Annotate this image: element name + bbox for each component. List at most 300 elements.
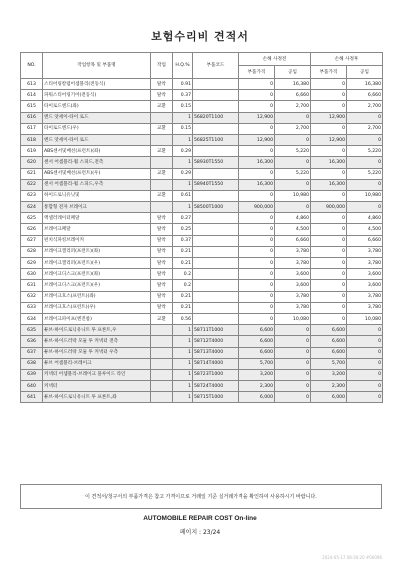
cell-no: 614 — [21, 90, 43, 101]
cell-no: 623 — [21, 190, 43, 201]
cell-p2: 2,300 — [311, 381, 347, 392]
cell-p1: 0 — [239, 235, 275, 246]
cell-p1: 0 — [239, 79, 275, 90]
cell-l2: 3,780 — [347, 258, 383, 269]
cell-l2: 3,600 — [347, 280, 383, 291]
cell-p2: 3,200 — [311, 369, 347, 380]
cell-l1: 6,660 — [275, 235, 311, 246]
cell-p1: 0 — [239, 302, 275, 313]
cell-l2: 6,660 — [347, 235, 383, 246]
cell-p1: 0 — [239, 258, 275, 269]
cell-p1: 0 — [239, 213, 275, 224]
table-row — [21, 213, 383, 224]
cell-l2: 3,780 — [347, 302, 383, 313]
print-stamp: 2024-05-17 08:30:20 #00096 — [322, 555, 382, 560]
cell-work: 교환 — [151, 313, 173, 324]
cell-work — [151, 157, 173, 168]
col-after-price-header: 부품가격 — [311, 66, 347, 79]
cell-name: 센서 어셈블리-휠 스피드,전측 — [43, 157, 151, 168]
cell-code — [193, 224, 239, 235]
cell-p1: 16,300 — [239, 179, 275, 190]
document-title: 보험수리비 견적서 — [151, 30, 249, 43]
table-row — [21, 347, 383, 358]
cell-name: 타이로드엔드(좌) — [43, 101, 151, 112]
cell-hq: 0.25 — [173, 224, 193, 235]
cell-l2: 16,380 — [347, 79, 383, 90]
table-row — [21, 302, 383, 313]
cell-no: 628 — [21, 246, 43, 257]
cell-name: 브레이크페달 — [43, 224, 151, 235]
cell-code — [193, 79, 239, 90]
cell-hq: 0.2 — [173, 269, 193, 280]
cell-p2: 0 — [311, 123, 347, 134]
cell-p2: 12,900 — [311, 112, 347, 123]
cell-no: 624 — [21, 202, 43, 213]
table-row — [21, 325, 383, 336]
col-work-header: 작업 — [151, 53, 173, 79]
cell-code — [193, 213, 239, 224]
cell-l2: 5,220 — [347, 168, 383, 179]
cell-hq: 1 — [173, 369, 193, 380]
cell-l2: 0 — [347, 369, 383, 380]
cell-p1: 6,000 — [239, 392, 275, 403]
cell-hq: 0.15 — [173, 123, 193, 134]
cell-name: 펀치식파킹브레이커 — [43, 235, 151, 246]
table-row — [21, 157, 383, 168]
cell-p1: 0 — [239, 190, 275, 201]
cell-p1: 0 — [239, 146, 275, 157]
cell-code: 58713T4000 — [193, 347, 239, 358]
cell-no: 637 — [21, 347, 43, 358]
cell-l1: 0 — [275, 112, 311, 123]
cell-p1: 0 — [239, 269, 275, 280]
cell-name: ABS센서및배선(프런트)(좌) — [43, 146, 151, 157]
cell-code: 58500T1000 — [193, 202, 239, 213]
col-code-header: 부품코드 — [193, 53, 239, 79]
cell-work: 탈착 — [151, 235, 173, 246]
cell-l1: 3,600 — [275, 269, 311, 280]
cell-p1: 0 — [239, 313, 275, 324]
cell-code — [193, 246, 239, 257]
cell-hq: 1 — [173, 381, 193, 392]
cell-code: 58724T4000 — [193, 381, 239, 392]
cell-p2: 0 — [311, 79, 347, 90]
cell-name: 하이드로닉유닛및 — [43, 190, 151, 201]
cell-code: 58715T1000 — [193, 392, 239, 403]
table-row — [21, 146, 383, 157]
cell-p1: 6,600 — [239, 325, 275, 336]
cell-code — [193, 313, 239, 324]
table-row — [21, 224, 383, 235]
price-notice: 이 견적서/청구서의 부품가격은 참고 가격이므로 거래일 기준 실거래가격을 확인하여 사용하시기 바랍니다. — [20, 484, 382, 509]
cell-hq: 0.29 — [173, 168, 193, 179]
cell-no: 634 — [21, 313, 43, 324]
cell-l2: 0 — [347, 347, 383, 358]
cell-name: 튜브-하이드로닉유니트 투 프론트,우 — [43, 325, 151, 336]
cell-l2: 0 — [347, 157, 383, 168]
cell-p2: 12,900 — [311, 134, 347, 145]
cell-no: 620 — [21, 157, 43, 168]
cell-l1: 3,780 — [275, 258, 311, 269]
cell-no: 616 — [21, 112, 43, 123]
cell-p2: 0 — [311, 101, 347, 112]
cell-work — [151, 325, 173, 336]
cell-work — [151, 369, 173, 380]
cell-hq: 0.21 — [173, 302, 193, 313]
cell-l2: 3,780 — [347, 246, 383, 257]
cell-l1: 0 — [275, 369, 311, 380]
cell-l1: 3,780 — [275, 291, 311, 302]
cell-code — [193, 235, 239, 246]
cell-no: 630 — [21, 269, 43, 280]
cell-l2: 3,780 — [347, 291, 383, 302]
cell-no: 633 — [21, 302, 43, 313]
cell-name: 브레이크디스크(프런트)(좌) — [43, 269, 151, 280]
cell-code — [193, 190, 239, 201]
cell-p2: 0 — [311, 246, 347, 257]
table-row — [21, 134, 383, 145]
cell-p2: 0 — [311, 146, 347, 157]
cell-p2: 6,600 — [311, 325, 347, 336]
cell-code — [193, 123, 239, 134]
cell-hq: 1 — [173, 134, 193, 145]
cell-no: 632 — [21, 291, 43, 302]
cell-code — [193, 291, 239, 302]
cell-name: 액셀러레이터페달 — [43, 213, 151, 224]
cell-l1: 0 — [275, 336, 311, 347]
cell-no: 626 — [21, 224, 43, 235]
table-row — [21, 291, 383, 302]
cell-code: 58940T1550 — [193, 179, 239, 190]
cell-no: 617 — [21, 123, 43, 134]
cell-l1: 6,660 — [275, 90, 311, 101]
cell-l2: 2,700 — [347, 101, 383, 112]
cell-work — [151, 392, 173, 403]
cell-l1: 16,380 — [275, 79, 311, 90]
cell-no: 636 — [21, 336, 43, 347]
col-after-labor-header: 공임 — [347, 66, 383, 79]
cell-p2: 0 — [311, 313, 347, 324]
table-row — [21, 190, 383, 201]
cell-work — [151, 134, 173, 145]
cell-code — [193, 302, 239, 313]
cell-p1: 6,600 — [239, 336, 275, 347]
cell-name: 브레이크파이프(엔진룸) — [43, 313, 151, 324]
cell-p2: 16,300 — [311, 179, 347, 190]
cell-name: 파워스티어링기어(전동식) — [43, 90, 151, 101]
cell-p2: 16,300 — [311, 157, 347, 168]
table-row — [21, 123, 383, 134]
cell-p1: 6,600 — [239, 347, 275, 358]
page-number: 페이지 : 23/24 — [179, 529, 221, 536]
cell-p1: 0 — [239, 246, 275, 257]
cell-hq: 1 — [173, 347, 193, 358]
cell-l1: 2,700 — [275, 123, 311, 134]
cell-l2: 0 — [347, 134, 383, 145]
table-row — [21, 79, 383, 90]
cell-no: 629 — [21, 258, 43, 269]
cell-work: 탈착 — [151, 269, 173, 280]
cell-l1: 10,980 — [275, 190, 311, 201]
cell-hq: 0.29 — [173, 146, 193, 157]
cell-work: 교환 — [151, 101, 173, 112]
cell-p1: 2,300 — [239, 381, 275, 392]
cell-hq: 0.15 — [173, 101, 193, 112]
cell-p1: 16,300 — [239, 157, 275, 168]
cell-p2: 0 — [311, 291, 347, 302]
cell-l2: 0 — [347, 358, 383, 369]
cell-l2: 0 — [347, 112, 383, 123]
cell-p2: 900,000 — [311, 202, 347, 213]
table-row — [21, 179, 383, 190]
cell-l1: 0 — [275, 134, 311, 145]
cell-p2: 0 — [311, 280, 347, 291]
cell-p2: 0 — [311, 302, 347, 313]
table-row — [21, 336, 383, 347]
cell-l1: 2,700 — [275, 101, 311, 112]
cell-code: 56825T1100 — [193, 134, 239, 145]
cell-p2: 0 — [311, 90, 347, 101]
col-before-header: 손해 사정전 — [239, 53, 311, 66]
cell-p1: 3,200 — [239, 369, 275, 380]
cell-code: 58930T1550 — [193, 157, 239, 168]
col-after-header: 손해 사정후 — [311, 53, 383, 66]
cell-hq: 1 — [173, 112, 193, 123]
cell-hq: 1 — [173, 392, 193, 403]
cell-l2: 0 — [347, 202, 383, 213]
cell-l2: 0 — [347, 392, 383, 403]
table-row — [21, 369, 383, 380]
cell-hq: 1 — [173, 325, 193, 336]
cell-l1: 0 — [275, 381, 311, 392]
cell-l1: 3,780 — [275, 302, 311, 313]
cell-l1: 5,220 — [275, 168, 311, 179]
cell-hq: 0.21 — [173, 258, 193, 269]
cell-name: 엔드 앗세이-타이 로드 — [43, 134, 151, 145]
cell-p1: 0 — [239, 280, 275, 291]
cell-p2: 0 — [311, 269, 347, 280]
cell-name: 브레이크호스(프런트)(좌) — [43, 291, 151, 302]
table-row — [21, 112, 383, 123]
table-row — [21, 313, 383, 324]
cell-code — [193, 269, 239, 280]
cell-work: 탈착 — [151, 246, 173, 257]
cell-l2: 5,220 — [347, 146, 383, 157]
cell-p2: 0 — [311, 224, 347, 235]
table-row — [21, 280, 383, 291]
cell-l1: 4,860 — [275, 213, 311, 224]
cell-name: 브레이크캘리퍼(프런트)(우) — [43, 258, 151, 269]
cell-l2: 4,500 — [347, 224, 383, 235]
cell-no: 619 — [21, 146, 43, 157]
cell-code — [193, 146, 239, 157]
cell-l1: 0 — [275, 325, 311, 336]
cell-code: 58714T4000 — [193, 358, 239, 369]
estimate-table — [20, 52, 383, 403]
cell-work: 탈착 — [151, 291, 173, 302]
cell-p1: 12,900 — [239, 112, 275, 123]
cell-code — [193, 90, 239, 101]
cell-no: 627 — [21, 235, 43, 246]
cell-name: 통합형 전자 브레이크 — [43, 202, 151, 213]
cell-hq: 1 — [173, 336, 193, 347]
cell-no: 621 — [21, 168, 43, 179]
cell-p2: 0 — [311, 258, 347, 269]
cell-name: 센서 어셈블리-휠 스피드,우측 — [43, 179, 151, 190]
cell-name: 브레이크호스(프런트)(우) — [43, 302, 151, 313]
cell-name: 타이로드엔드(우) — [43, 123, 151, 134]
table-row — [21, 235, 383, 246]
cell-l1: 0 — [275, 179, 311, 190]
footer-brand: AUTOMOBILE REPAIR COST On-line — [143, 515, 257, 522]
cell-l1: 0 — [275, 347, 311, 358]
cell-no: 615 — [21, 101, 43, 112]
table-row — [21, 269, 383, 280]
cell-l2: 10,980 — [347, 190, 383, 201]
cell-p2: 0 — [311, 213, 347, 224]
cell-l1: 0 — [275, 358, 311, 369]
cell-p2: 6,000 — [311, 392, 347, 403]
cell-p2: 5,700 — [311, 358, 347, 369]
cell-p1: 0 — [239, 123, 275, 134]
cell-name: 커넥터 어셈블리-브레이크 플루이드 라인 — [43, 369, 151, 380]
table-row — [21, 90, 383, 101]
cell-no: 631 — [21, 280, 43, 291]
cell-name: 튜브-하이드러락 모듈 투 커넥터 전측 — [43, 336, 151, 347]
cell-l2: 10,080 — [347, 313, 383, 324]
cell-p2: 0 — [311, 235, 347, 246]
table-body — [21, 79, 383, 403]
col-before-price-header: 부품가격 — [239, 66, 275, 79]
cell-no: 622 — [21, 179, 43, 190]
cell-hq: 0.21 — [173, 246, 193, 257]
cell-l2: 3,600 — [347, 269, 383, 280]
cell-no: 618 — [21, 134, 43, 145]
cell-code — [193, 258, 239, 269]
cell-l2: 0 — [347, 179, 383, 190]
cell-p2: 6,600 — [311, 336, 347, 347]
cell-code — [193, 101, 239, 112]
cell-name: 튜브-하이드러락 모듈 투 커넥터 우측 — [43, 347, 151, 358]
col-name-header: 작업항목 및 부품명 — [43, 53, 151, 79]
cell-p1: 900,000 — [239, 202, 275, 213]
cell-l1: 5,220 — [275, 146, 311, 157]
cell-name: 튜브 어셈블리-브레이크 — [43, 358, 151, 369]
cell-work: 교환 — [151, 146, 173, 157]
cell-hq: 1 — [173, 358, 193, 369]
cell-work: 탈착 — [151, 258, 173, 269]
cell-p1: 12,900 — [239, 134, 275, 145]
cell-work: 교환 — [151, 190, 173, 201]
cell-name: ABS센서및배선(프런트)(우) — [43, 168, 151, 179]
cell-name: 엔드 앗세이-타이 로드 — [43, 112, 151, 123]
cell-l1: 0 — [275, 392, 311, 403]
cell-no: 625 — [21, 213, 43, 224]
cell-l2: 2,700 — [347, 123, 383, 134]
cell-hq: 1 — [173, 157, 193, 168]
cell-p1: 0 — [239, 101, 275, 112]
cell-l1: 10,080 — [275, 313, 311, 324]
cell-hq: 0.37 — [173, 90, 193, 101]
cell-work: 탈착 — [151, 302, 173, 313]
cell-hq: 0.27 — [173, 213, 193, 224]
cell-name: 스티어링칼럼어셈블리(전동식) — [43, 79, 151, 90]
table-row — [21, 246, 383, 257]
cell-work: 탈착 — [151, 79, 173, 90]
cell-p1: 5,700 — [239, 358, 275, 369]
cell-work — [151, 347, 173, 358]
table-row — [21, 168, 383, 179]
cell-l2: 0 — [347, 381, 383, 392]
cell-work — [151, 336, 173, 347]
cell-l1: 3,600 — [275, 280, 311, 291]
table-row — [21, 202, 383, 213]
cell-name: 브레이크캘리퍼(프런트)(좌) — [43, 246, 151, 257]
cell-p1: 0 — [239, 168, 275, 179]
cell-work — [151, 202, 173, 213]
cell-work: 교환 — [151, 123, 173, 134]
cell-hq: 0.61 — [173, 190, 193, 201]
cell-code — [193, 168, 239, 179]
cell-l1: 0 — [275, 157, 311, 168]
cell-hq: 0.2 — [173, 280, 193, 291]
cell-l2: 6,660 — [347, 90, 383, 101]
cell-p1: 0 — [239, 224, 275, 235]
cell-p2: 0 — [311, 168, 347, 179]
cell-hq: 0.91 — [173, 79, 193, 90]
cell-hq: 0.21 — [173, 291, 193, 302]
cell-l2: 4,860 — [347, 213, 383, 224]
cell-p2: 0 — [311, 190, 347, 201]
cell-hq: 0.37 — [173, 235, 193, 246]
cell-code: 58723T1000 — [193, 369, 239, 380]
cell-name: 브레이크디스크(프런트)(우) — [43, 280, 151, 291]
cell-work — [151, 179, 173, 190]
cell-no: 640 — [21, 381, 43, 392]
table-row — [21, 392, 383, 403]
cell-l1: 3,780 — [275, 246, 311, 257]
cell-p1: 0 — [239, 90, 275, 101]
col-hq-header: H.Q.% — [173, 53, 193, 79]
cell-p2: 6,600 — [311, 347, 347, 358]
cell-code: 58711T1000 — [193, 325, 239, 336]
cell-work: 탈착 — [151, 224, 173, 235]
cell-hq: 1 — [173, 179, 193, 190]
cell-l2: 0 — [347, 325, 383, 336]
cell-no: 639 — [21, 369, 43, 380]
cell-no: 613 — [21, 79, 43, 90]
cell-no: 641 — [21, 392, 43, 403]
cell-work: 교환 — [151, 168, 173, 179]
cell-work — [151, 112, 173, 123]
cell-p1: 0 — [239, 291, 275, 302]
cell-hq: 1 — [173, 202, 193, 213]
table-row — [21, 381, 383, 392]
cell-l1: 4,500 — [275, 224, 311, 235]
cell-name: 튜브-하이드로닉유니트 투 프론트,좌 — [43, 392, 151, 403]
cell-hq: 0.56 — [173, 313, 193, 324]
table-row — [21, 358, 383, 369]
cell-name: 커넥터 — [43, 381, 151, 392]
cell-work: 탈착 — [151, 280, 173, 291]
cell-work: 탈착 — [151, 90, 173, 101]
table-row — [21, 258, 383, 269]
cell-l1: 0 — [275, 202, 311, 213]
cell-code: 58712T4000 — [193, 336, 239, 347]
cell-l2: 0 — [347, 336, 383, 347]
cell-code — [193, 280, 239, 291]
cell-work — [151, 381, 173, 392]
